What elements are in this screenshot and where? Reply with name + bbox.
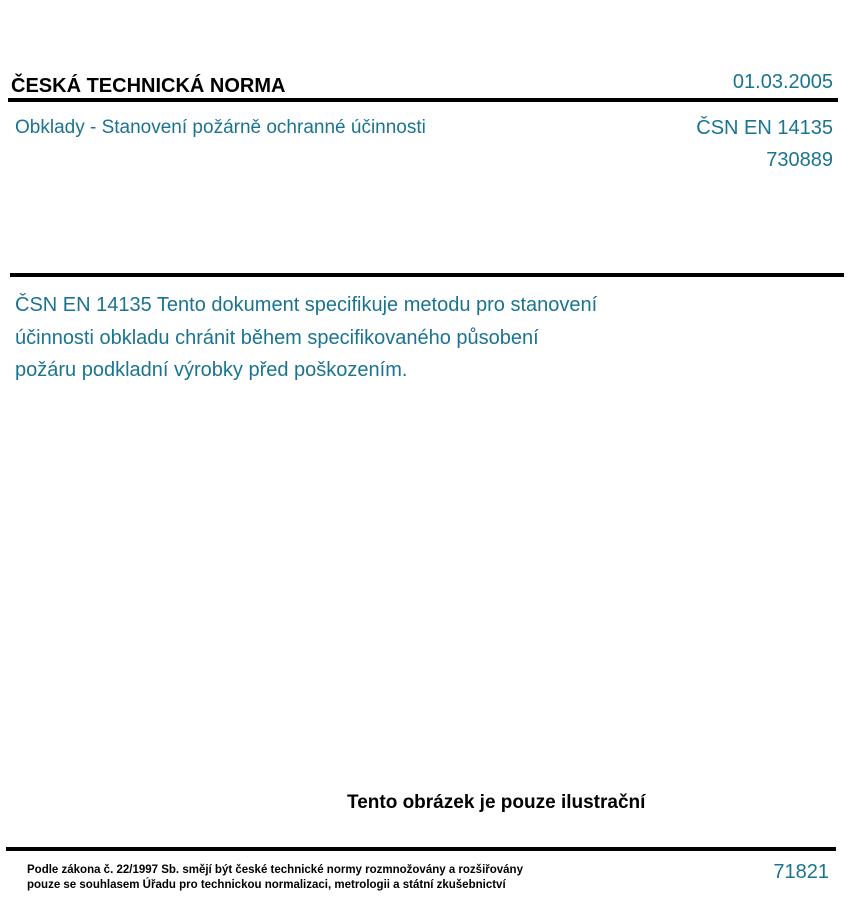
header-divider (8, 98, 838, 102)
abstract-line: účinnosti obkladu chránit během specifikovaného působení (15, 326, 539, 349)
legal-notice (27, 863, 523, 893)
footer-number: 71821 (773, 861, 829, 883)
illustration-notice: Tento obrázek je pouze ilustrační (347, 792, 646, 813)
publication-date: 01.03.2005 (732, 71, 833, 93)
footer-divider (6, 847, 836, 851)
legal-line: pouze se souhlasem Úřadu pro technickou normalizaci, metrologii a státní zkušebnictví (27, 879, 506, 891)
abstract-line: ČSN EN 14135 Tento dokument specifikuje metodu pro stanovení (15, 294, 598, 316)
abstract (15, 289, 597, 387)
document-title: Obklady - Stanovení požárně ochranné účinnosti (15, 117, 426, 138)
abstract-line: požáru podkladní výrobky před poškozením. (15, 359, 408, 381)
classification-number: 730889 (766, 149, 833, 171)
document-code: ČSN EN 14135 (696, 117, 833, 139)
norm-title: ČESKÁ TECHNICKÁ NORMA (11, 75, 286, 97)
legal-line: Podle zákona č. 22/1997 Sb. smějí být české technické normy rozmnožovány a rozšiřovány (27, 864, 523, 876)
section-divider (10, 273, 844, 277)
